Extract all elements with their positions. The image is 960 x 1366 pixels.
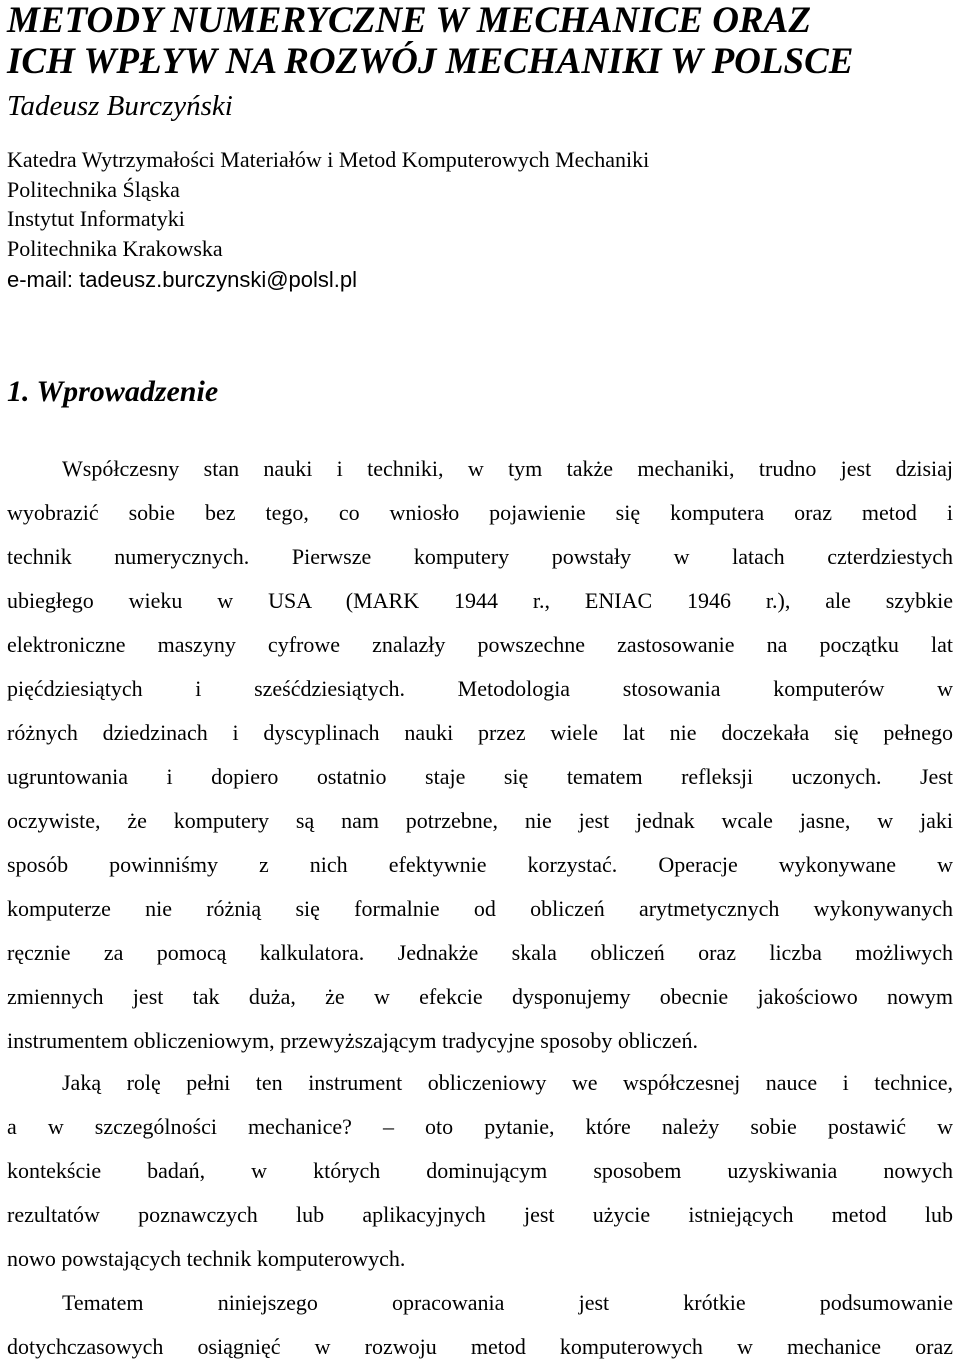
affiliation-line: Katedra Wytrzymałości Materiałów i Metod Komputerowych Mechaniki (7, 147, 650, 172)
paragraph-3 (7, 1281, 953, 1366)
text-line: komputerze nie różnią się formalnie od obliczeń arytmetycznych wykonywanych (7, 896, 953, 921)
text-line: nowo powstających technik komputerowych. (7, 1246, 406, 1271)
text-line: a w szczególności mechanice? – oto pytanie, które należy sobie postawić w (7, 1114, 953, 1139)
text-line: pięćdziesiątych i sześćdziesiątych. Metodologia stosowania komputerów w (7, 676, 953, 701)
author-email: e-mail: tadeusz.burczynski@polsl.pl (7, 267, 358, 292)
text-line: wyobrazić sobie bez tego, co wniosło pojawienie się komputera oraz metod i (7, 500, 953, 525)
title-line-2: ICH WPŁYW NA ROZWÓJ MECHANIKI W POLSCE (7, 41, 854, 82)
text-line: oczywiste, że komputery są nam potrzebne, nie jest jednak wcale jasne, w jaki (7, 808, 953, 833)
affiliation-line: Politechnika Śląska (7, 176, 180, 202)
text-line: zmiennych jest tak duża, że w efekcie dysponujemy obecnie jakościowo nowym (7, 984, 953, 1009)
text-line: ubiegłego wieku w USA (MARK 1944 r., ENIAC 1946 r.), ale szybkie (7, 588, 953, 613)
affiliation-line: Instytut Informatyki (7, 206, 185, 231)
text-line: instrumentem obliczeniowym, przewyższającym tradycyjne sposoby obliczeń. (7, 1028, 698, 1053)
affiliation-line: Politechnika Krakowska (7, 235, 223, 261)
paragraph-2 (7, 1061, 953, 1281)
text-line: kontekście badań, w których dominującym sposobem uzyskiwania nowych (7, 1158, 953, 1183)
paragraph-1 (7, 447, 953, 1063)
text-line: dotychczasowych osiągnięć w rozwoju metod komputerowych w mechanice oraz (7, 1334, 953, 1359)
affiliation-list (7, 145, 649, 263)
text-line: różnych dziedzinach i dyscyplinach nauki przez wiele lat nie doczekała się pełnego (7, 720, 953, 745)
text-line: Jaką rolę pełni ten instrument obliczeniowy we współczesnej nauce i technice, (62, 1070, 953, 1095)
text-line: Współczesny stan nauki i techniki, w tym także mechaniki, trudno jest dzisiaj (62, 456, 953, 481)
title-line-1: METODY NUMERYCZNE W MECHANICE ORAZ (7, 0, 811, 41)
text-line: ręcznie za pomocą kalkulatora. Jednakże skala obliczeń oraz liczba możliwych (7, 940, 953, 965)
section-heading: 1. Wprowadzenie (7, 375, 219, 408)
text-line: ugruntowania i dopiero ostatnio staje się tematem refleksji uczonych. Jest (7, 764, 953, 789)
text-line: rezultatów poznawczych lub aplikacyjnych jest użycie istniejących metod lub (7, 1202, 953, 1227)
author-name: Tadeusz Burczyński (7, 90, 233, 122)
text-line: technik numerycznych. Pierwsze komputery powstały w latach czterdziestych (7, 544, 953, 569)
text-line: sposób powinniśmy z nich efektywnie korzystać. Operacje wykonywane w (7, 852, 953, 877)
paper-title (7, 0, 957, 82)
text-line: Tematem niniejszego opracowania jest krótkie podsumowanie (62, 1290, 953, 1315)
text-line: elektroniczne maszyny cyfrowe znalazły powszechne zastosowanie na początku lat (7, 632, 953, 657)
